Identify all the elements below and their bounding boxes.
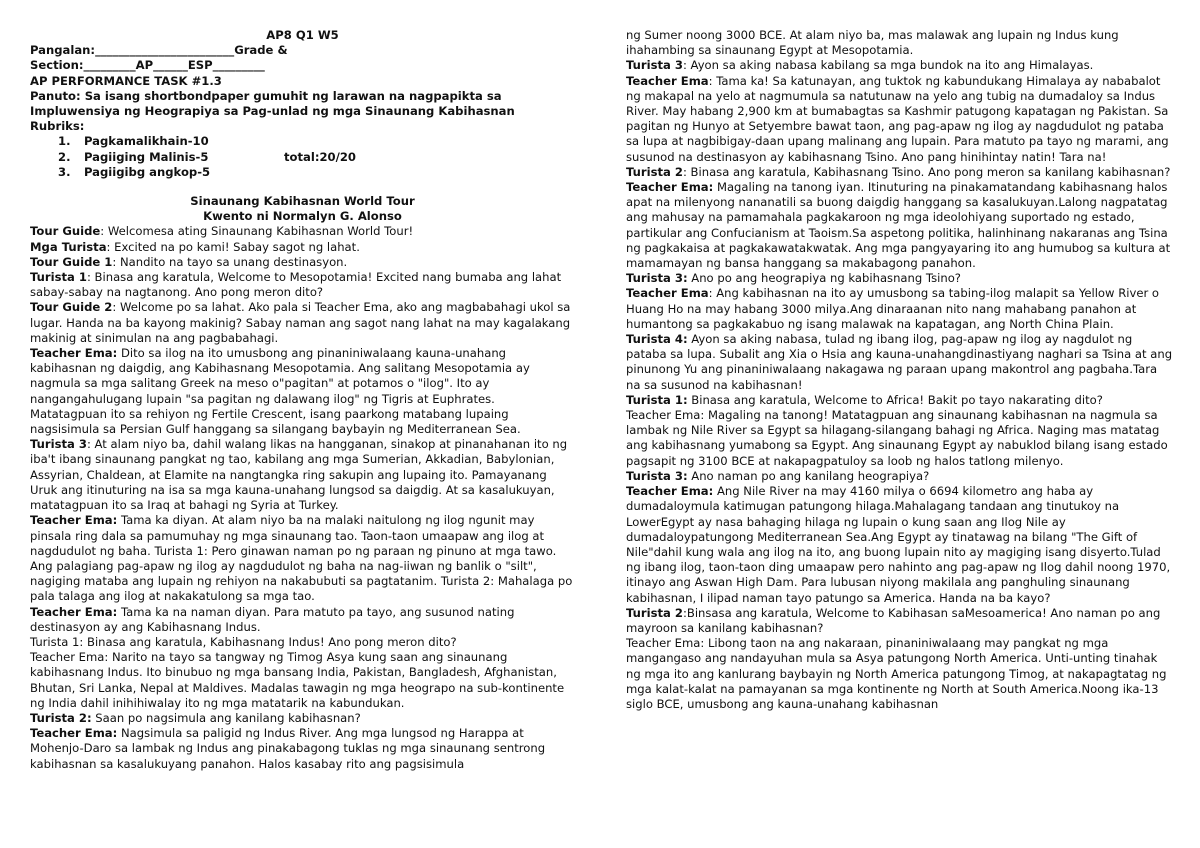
dialogue-line: Turista 2: Saan po nagsimula ang kanilang kabihasnan? [30, 710, 361, 725]
dialogue-line: sabay-sabay na nagtanong. Ano pong meron dito? [30, 285, 324, 300]
dialogue-line: Turista 1: Binasa ang karatula, Welcome to Mesopotamia! Excited nang bumaba ang lahat [30, 270, 562, 285]
dialogue-line: Turista 3: Ano naman po ang kanilang heograpiya? [626, 468, 930, 483]
dialogue-line: Tour Guide 2: Welcome po sa lahat. Ako pala si Teacher Ema, ako ang magbabahagi ukol sa lugar. Handa na ba kayong makinig? Sabay naman ang sagot nang lahat na may kagalakang makinig at sinimulan na ang pagbabahagi. [30, 300, 571, 345]
dialogue-line: Turista 1: Binasa ang karatula, Welcome to Africa! Bakit po tayo nakarating dito? [626, 392, 1103, 407]
story-author: Kwento ni Normalyn G. Alonso [203, 209, 402, 224]
dialogue-line: ng Sumer noong 3000 BCE. At alam niyo ba, mas malawak ang lupain ng Indus kung ihahambing sa sinaunang Egypt at Mesopotamia. [626, 28, 1119, 58]
dialogue-line: Turista 4: Ayon sa aking nabasa, tulad ng ibang ilog, pag-apaw ng ilog ay nagdulot ng pataba sa lupa. Subalit ang Xia o Hsia ang kauna-unahangdinastiyang naghari sa Tsina at ang pinunong Yu ang pinaniniwalaang nakagawa ng paraan upang makontrol ang pagbaha.Tara na sa susunod na kabihasnan! [626, 332, 1173, 392]
dialogue-line: Teacher Ema: Narito na tayo sa tangway ng Timog Asya kung saan ang sinaunang kabihasnang Indus. Ito binubuo ng mga bansang India, Pakistan, Bangladesh, Afghanistan, Bhutan, Sri Lanka, Nepal at Maldives. Madalas tawagin ng mga heograpo na sub-kontinente ng India dahil inihihiwalay ito ng mga matatarik na kabundukan. [30, 650, 565, 710]
story-title: Sinaunang Kabihasnan World Tour [190, 194, 415, 209]
dialogue-line: Teacher Ema: Ang Nile River na may 4160 milya o 6694 kilometro ang haba ay dumadaloymula katimugan patungong hilaga.Mahalagang tandaan ang tinutukoy na LowerEgypt ay nasa bahaging hilaga ng lupain o kung saan ang Ilog Nile ay dumadaloypatungong Mediterranean Sea.Ang Egypt ay tinatawag na bilang "The Gift of Nile"dahil kung wala ang ilog na ito, ang buong lupain nito ay magiging isang disyerto.Tulad ng ibang ilog, taon-taon ding umaapaw pero nahinto ang pag-apaw ng Ilog dahil noong 1970, itinayo ang Aswan High Dam. Para lubusan niyong makilala ang panghuling sinaunang kabihasnan, I ilipad naman tayo patungo sa America. Handa na ba kayo? [626, 484, 1171, 605]
left-dialogue [30, 224, 575, 771]
dialogue-line: Mga Turista: Excited na po kami! Sabay sagot ng lahat. [30, 239, 360, 254]
dialogue-line: Turista 3: Ano po ang heograpiya ng kabihasnang Tsino? [626, 271, 961, 286]
left-column [30, 28, 575, 772]
task-title: AP PERFORMANCE TASK #1.3 [30, 73, 222, 88]
dialogue-line: Teacher Ema: Ang kabihasnan na ito ay umusbong sa tabing-ilog malapit sa Yellow River o Huang Ho na may habang 3000 milya.Ang dinaraanan nito nang mahabang panahon at humantong sa pagkakabuo ng isang malawak na kapatagan, ang North China Plain. [626, 286, 1160, 331]
dialogue-line: Teacher Ema: Nagsimula sa paligid ng Indus River. Ang mga lungsod ng Harappa at Mohenjo-Daro sa lambak ng Indus ang pinakabagong tuklas ng mga sinaunang sentrong kabihasnan sa kasalukuyang panahon. Halos kasabay rito ang pagsisimula [30, 726, 546, 771]
total-score: total:20/20 [284, 149, 356, 164]
dialogue-line: Teacher Ema: Tama ka! Sa katunayan, ang tuktok ng kabundukang Himalaya ay nababalot ng makapal na yelo at nagmumula sa natutunaw na yelo ang tubig na dumadaloy sa Indus River. May habang 2,900 km at bumabagtas sa Kashmir patugong kapatagan ng Pakistan. Sa pagitan ng Hunyo at Setyembre bawat taon, ang pag-apaw ng ilog ay nagdudulot ng pataba sa lupa at nagbibigay-daan upang malinang ang lupain. Para matuto pa tayo ng marami, ang susunod na destinasyon ay kabihasnang Tsino. Ano pang hinihintay natin! Tara na! [626, 73, 1169, 164]
dialogue-line: Teacher Ema: Libong taon na ang nakaraan, pinaniniwalaang may pangkat ng mga mangangaso ang nandayuhan mula sa Asya patungong North America. Unti-unting tinahak ng mga ito ang kanlurang baybayin ng North America patungong Timog, at nakapagtatag ng mga kalat-kalat na pamayanan sa mga kontinente ng North at South America.Noong ika-13 siglo BCE, umusbong ang kauna-unahang kabihasnan [626, 636, 1167, 711]
dialogue-line: Teacher Ema: Tama ka na naman diyan. Para matuto pa tayo, ang susunod nating destinasyon ay ang Kabihasnang Indus. [30, 604, 515, 634]
dialogue-line: Teacher Ema: Magaling na tanong! Matatagpuan ang sinaunang kabihasnan na nagmula sa lambak ng Nile River sa Egypt sa hilagang-silangang bahagi ng Africa. Naging mas matatag ang kabihasnang yumabong sa Egypt. Ang sinaunang Egypt ay nabuklod bilang isang estado pagsapit ng 3100 BCE at nakapagpatuloy sa loob ng halos tatlong milenyo. [626, 408, 1168, 468]
rubric-item: 3. Pagiigibg angkop-5 [58, 164, 211, 179]
worksheet-code: AP8 Q1 W5 [266, 28, 339, 42]
rubrics-list [58, 134, 575, 180]
dialogue-line: Turista 2:Binsasa ang karatula, Welcome to Kabihasan saMesoamerica! Ano naman po ang mayroon sa kanilang kabihasnan? [626, 605, 1161, 635]
dialogue-line: Turista 2: Binasa ang karatula, Kabihasnang Tsino. Ano pong meron sa kanilang kabihasnan? [626, 164, 1171, 179]
section-line: Section:_________AP______ESP_________ [30, 58, 265, 73]
dialogue-line: Turista 3: Ayon sa aking nabasa kabilang sa mga bundok na ito ang Himalayas. [626, 58, 1094, 73]
dialogue-line: Teacher Ema: Tama ka diyan. At alam niyo ba na malaki naitulong ng ilog ngunit may pinsala ring dala sa pamumuhay ng mga sinaunang tao. Taon-taon umaapaw ang ilog at nagdudulot ng baha. Turista 1: Pero ginawan naman po ng paraan ng pinuno at mga tawo. Ang palagiang pag-apaw ng ilog ay nagdudulot ng baha na nag-iiwan ng banlik o "silt", nagiging mataba ang lupain ng rehiyon na nakabubuti sa pagtatanim. Turista 2: Mahalaga po pala talaga ang ilog at nakakatulong sa mga tao. [30, 513, 573, 604]
name-line: Pangalan:________________________Grade & [30, 43, 288, 58]
right-column [626, 28, 1174, 712]
rubrics-label: Rubriks: [30, 119, 85, 134]
instruction: Panuto: Sa isang shortbondpaper gumuhit ng larawan na nagpapikta sa Impluwensiya ng Heograpiya sa Pag-unlad ng mga Sinaunang Kabihasnan [30, 88, 515, 119]
dialogue-line: Teacher Ema: Magaling na tanong iyan. Itinuturing na pinakamatandang kabihasnang halos apat na milenyong nananatili sa buong daigdig hanggang sa kasalukuyan.Lalong nagpatatag ang mahusay na pamamahala pagkakaroon ng mga ideolohiyang suportado ng estado, partikular ang Confucianism at Taoism.Sa aspetong politika, halinhinang nakaranas ang Tsina ng pagkakaisa at pagkakawatakwatak. Ang mga pangyayaring ito ang humubog sa kultura at mamamayan ng bansa hanggang sa makabagong panahon. [626, 180, 1171, 271]
dialogue-line: Tour Guide 1: Nandito na tayo sa unang destinasyon. [30, 254, 348, 269]
dialogue-line: Tour Guide: Welcomesa ating Sinaunang Kabihasnan World Tour! [30, 224, 414, 239]
dialogue-line: Turista 3: At alam niyo ba, dahil walang likas na hangganan, sinakop at pinanahanan ito ng iba't ibang sinaunang pangkat ng tao, kabilang ang mga Sumerian, Akkadian, Babylonian, Assyrian, Chaldean, at Elamite na nangtangka ring sakupin ang lupaing ito. Pamayanang Uruk ang itinuturing na isa sa mga kauna-unahang lungsod sa daigdig. At sa kasalukuyan, matatagpuan ito sa Iraq at bahagi ng Syria at Turkey. [30, 437, 568, 513]
rubric-item: 2. Pagiiging Malinis-5 total:20/20 [58, 149, 356, 164]
rubric-item: 1. Pagkamalikhain-10 [58, 134, 209, 149]
dialogue-line: Turista 1: Binasa ang karatula, Kabihasnang Indus! Ano pong meron dito? [30, 634, 457, 649]
dialogue-line: Teacher Ema: Dito sa ilog na ito umusbong ang pinaniniwalaang kauna-unahang kabihasnan ng daigdig, ang Kabihasnang Mesopotamia. Ang salitang Mesopotamia ay nagmula sa mga salitang Greek na meso o"pagitan" at potamos o "ilog". Ito ay nangangahulugang lupain "sa pagitan ng dalawang ilog" ng Tigris at Euphrates. Matatagpuan ito sa rehiyon ng Fertile Crescent, isang paarkong matabang lupaing nagsisimula sa Persian Gulf hanggang sa silangang baybayin ng Mediterranean Sea. [30, 346, 530, 437]
